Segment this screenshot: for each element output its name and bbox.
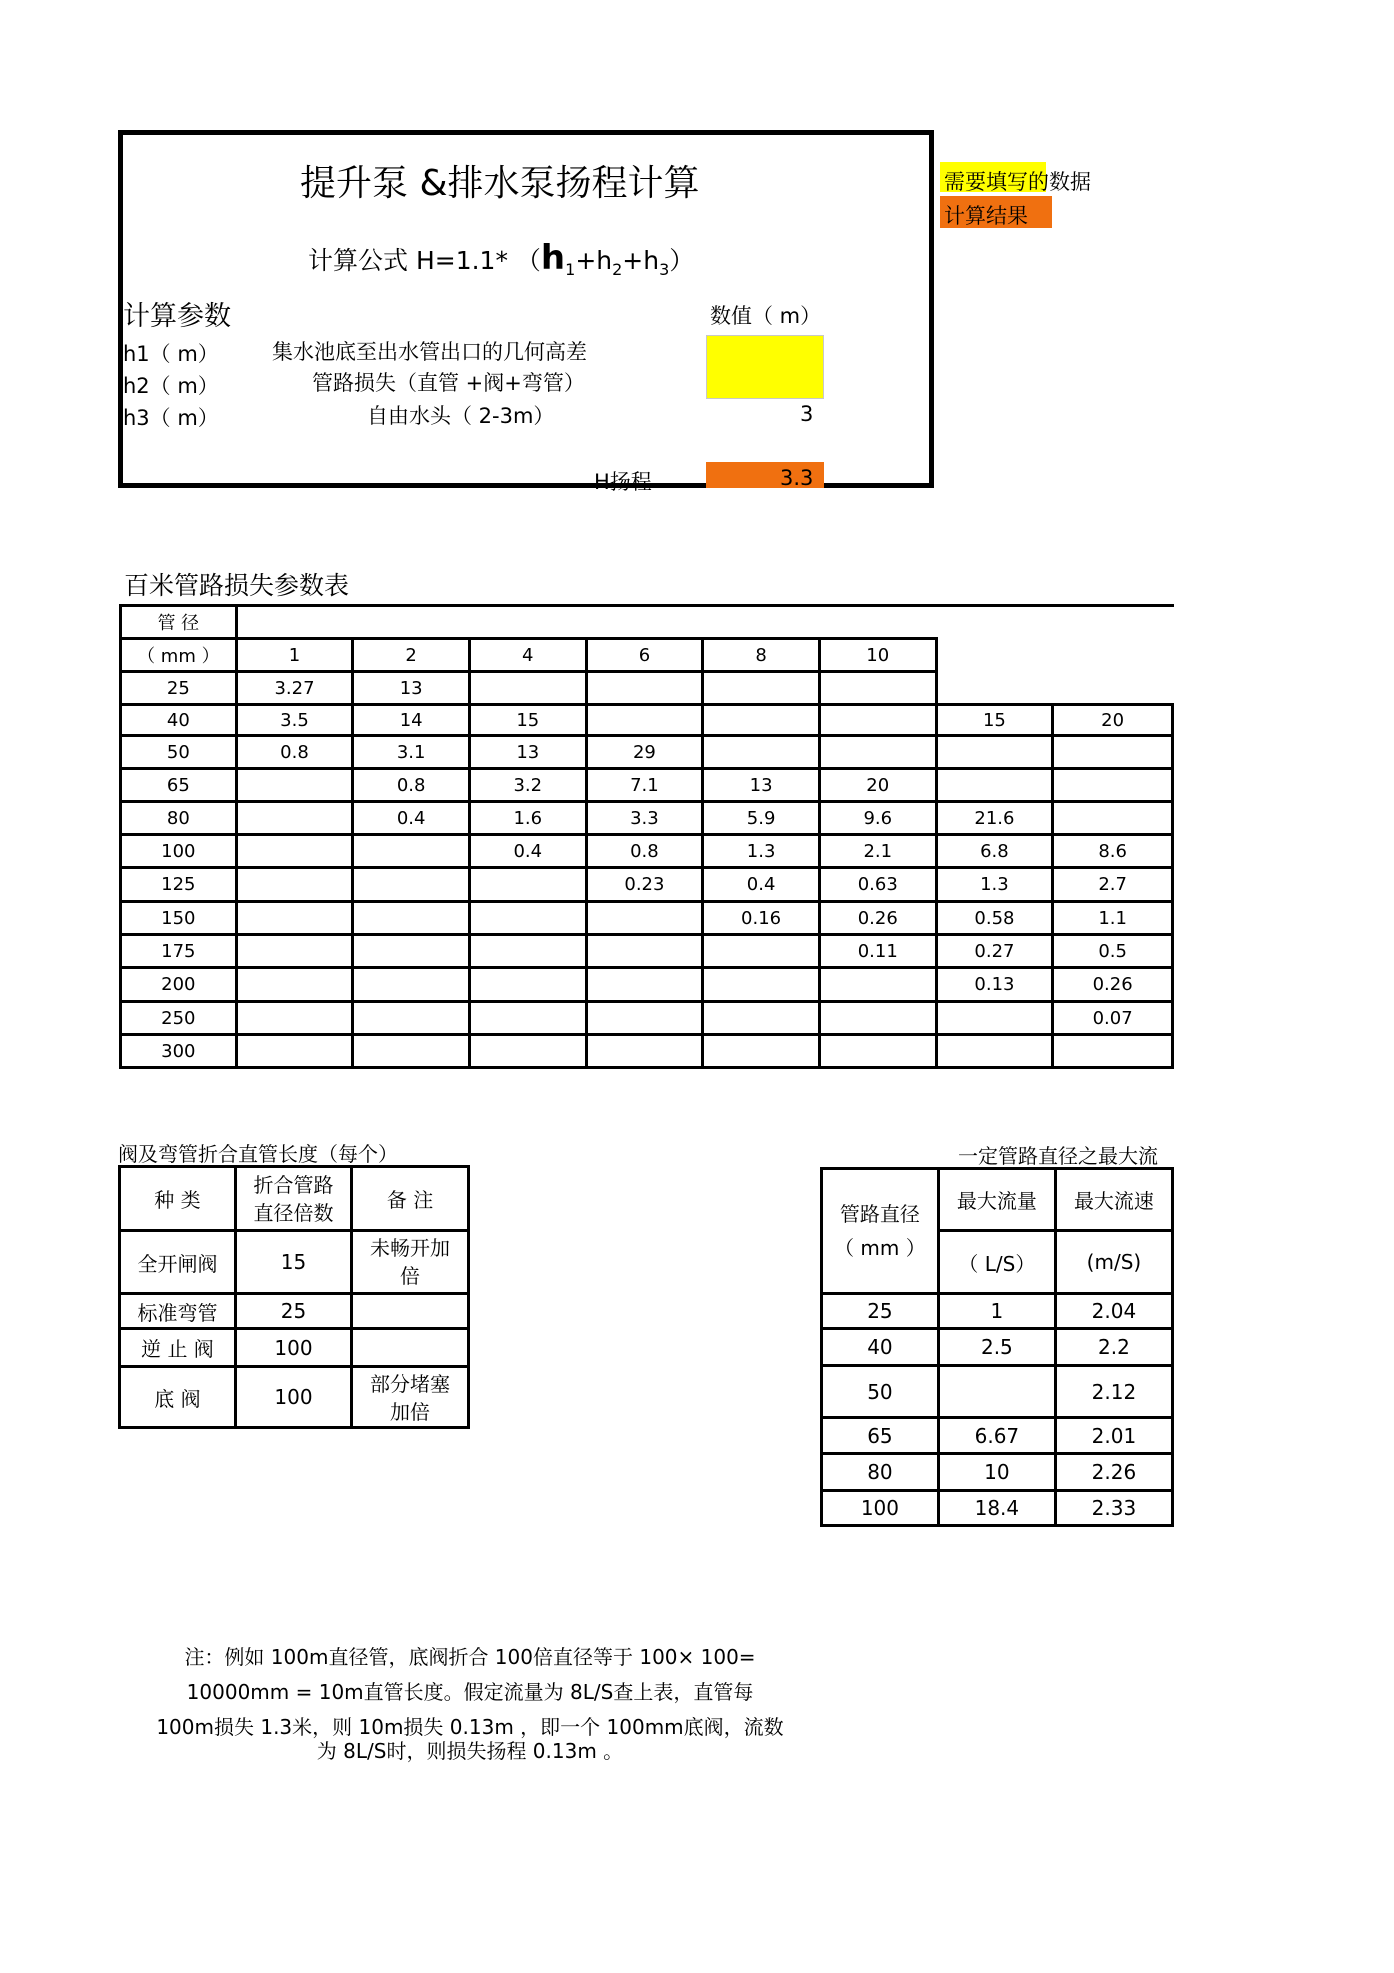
loss-cell — [353, 1002, 470, 1035]
note-line: 10000mm = 10m直管长度。假定流量为 8L/S查上表，直管每 — [186, 1680, 754, 1704]
max-header-flow: 最大流量 — [938, 1169, 1055, 1231]
loss-cell — [353, 968, 470, 1002]
max-cell-d: 65 — [822, 1418, 939, 1454]
loss-cell — [353, 902, 470, 935]
loss-cell: 5.9 — [703, 802, 820, 835]
h3-value[interactable]: 3 — [800, 402, 814, 426]
loss-cell: 0.27 — [936, 935, 1053, 968]
loss-cell — [586, 672, 703, 705]
loss-header-unit: （ mm ） — [121, 639, 237, 672]
loss-cell — [236, 835, 353, 868]
row-diameter: 125 — [121, 868, 237, 902]
table-row — [120, 1329, 469, 1367]
loss-cell: 1.6 — [469, 802, 586, 835]
loss-cell: 0.11 — [819, 935, 936, 968]
max-header-speed: 最大流速 — [1055, 1169, 1172, 1231]
table-row — [120, 1231, 469, 1294]
loss-cell — [819, 968, 936, 1002]
valve-type: 逆 止 阀 — [120, 1329, 236, 1367]
max-cell-speed: 2.2 — [1055, 1329, 1172, 1366]
table-row — [121, 769, 1173, 802]
table-row — [121, 935, 1173, 968]
loss-cell: 1.3 — [936, 868, 1053, 902]
row-diameter: 50 — [121, 736, 237, 769]
max-cell-flow: 6.67 — [938, 1418, 1055, 1454]
max-cell-d: 50 — [822, 1366, 939, 1418]
valve-note — [352, 1294, 469, 1329]
loss-cell — [353, 935, 470, 968]
loss-cell: 0.8 — [236, 736, 353, 769]
loss-table-title: 百米管路损失参数表 — [124, 571, 350, 600]
row-diameter: 200 — [121, 968, 237, 1002]
loss-cell: 3.3 — [586, 802, 703, 835]
loss-cell — [703, 1002, 820, 1035]
valve-mult: 100 — [235, 1329, 351, 1367]
table-row — [121, 672, 1173, 705]
loss-cell — [819, 1035, 936, 1068]
valve-type: 底 阀 — [120, 1367, 236, 1428]
params-heading: 计算参数 — [123, 301, 231, 332]
valve-note — [352, 1329, 469, 1367]
max-cell-speed: 2.01 — [1055, 1418, 1172, 1454]
loss-cell: 0.13 — [936, 968, 1053, 1002]
loss-cell — [703, 705, 820, 736]
max-cell-speed: 2.33 — [1055, 1491, 1172, 1526]
loss-cell — [703, 672, 820, 705]
loss-cell — [586, 935, 703, 968]
loss-cell: 14 — [353, 705, 470, 736]
loss-cell — [586, 1002, 703, 1035]
loss-cell: 20 — [819, 769, 936, 802]
loss-cell — [236, 1035, 353, 1068]
table-row — [121, 868, 1173, 902]
max-header-diameter: 管路直径 （ mm ） — [822, 1169, 939, 1294]
valve-mult: 100 — [235, 1367, 351, 1428]
loss-cell — [1053, 1035, 1173, 1068]
max-table — [820, 1167, 1174, 1527]
flow-col-header: 8 — [703, 639, 820, 672]
note-line: 100m损失 1.3米，则 10m损失 0.13m ，即一个 100mm底阀，流数 — [156, 1715, 784, 1739]
calc-title: 提升泵 &排水泵扬程计算 — [300, 163, 700, 204]
loss-cell — [353, 1035, 470, 1068]
loss-header-diameter: 管 径 — [121, 606, 237, 639]
h1-desc: 集水池底至出水管出口的几何高差 — [272, 340, 587, 364]
max-cell-flow: 10 — [938, 1454, 1055, 1491]
loss-cell — [936, 1002, 1053, 1035]
max-cell-speed: 2.04 — [1055, 1294, 1172, 1329]
flow-col-header: 10 — [819, 639, 936, 672]
loss-cell — [236, 802, 353, 835]
loss-cell: 15 — [469, 705, 586, 736]
loss-cell — [936, 1035, 1053, 1068]
loss-cell — [236, 968, 353, 1002]
loss-cell: 2.7 — [1053, 868, 1173, 902]
result-value: 3.3 — [780, 466, 814, 490]
loss-cell: 1.3 — [703, 835, 820, 868]
table-row — [822, 1491, 1173, 1526]
loss-cell: 0.23 — [586, 868, 703, 902]
valve-header-mult: 折合管路 直径倍数 — [235, 1167, 351, 1231]
valve-type: 标准弯管 — [120, 1294, 236, 1329]
h1-name: h1（ m） — [123, 342, 219, 366]
valve-header-type: 种 类 — [120, 1167, 236, 1231]
max-cell-flow — [938, 1366, 1055, 1418]
max-cell-speed: 2.12 — [1055, 1366, 1172, 1418]
valve-table-title: 阀及弯管折合直管长度（每个） — [118, 1142, 398, 1166]
loss-cell — [1053, 736, 1173, 769]
loss-cell: 6.8 — [936, 835, 1053, 868]
loss-cell: 0.5 — [1053, 935, 1173, 968]
loss-cell: 3.27 — [236, 672, 353, 705]
loss-cell: 8.6 — [1053, 835, 1173, 868]
loss-cell: 9.6 — [819, 802, 936, 835]
max-cell-speed: 2.26 — [1055, 1454, 1172, 1491]
max-cell-flow: 2.5 — [938, 1329, 1055, 1366]
table-row — [121, 902, 1173, 935]
table-row — [822, 1329, 1173, 1366]
loss-cell: 13 — [353, 672, 470, 705]
loss-cell — [469, 968, 586, 1002]
loss-cell: 0.26 — [1053, 968, 1173, 1002]
loss-cell: 29 — [586, 736, 703, 769]
loss-cell: 7.1 — [586, 769, 703, 802]
loss-cell: 2.1 — [819, 835, 936, 868]
loss-cell — [819, 672, 936, 705]
max-header-flow-unit: （ L/S） — [938, 1231, 1055, 1294]
max-cell-d: 40 — [822, 1329, 939, 1366]
max-cell-d: 100 — [822, 1491, 939, 1526]
flow-col-header: 1 — [236, 639, 353, 672]
loss-cell: 13 — [703, 769, 820, 802]
flow-col-header: 6 — [586, 639, 703, 672]
loss-cell: 0.07 — [1053, 1002, 1173, 1035]
valve-mult: 15 — [235, 1231, 351, 1294]
valve-header-note: 备 注 — [352, 1167, 469, 1231]
table-row — [120, 1294, 469, 1329]
loss-cell — [236, 902, 353, 935]
row-diameter: 25 — [121, 672, 237, 705]
loss-cell — [586, 705, 703, 736]
table-row — [822, 1294, 1173, 1329]
loss-cell: 0.4 — [703, 868, 820, 902]
loss-cell — [819, 705, 936, 736]
loss-cell: 0.8 — [353, 769, 470, 802]
loss-cell — [236, 1002, 353, 1035]
valve-type: 全开闸阀 — [120, 1231, 236, 1294]
max-cell-d: 25 — [822, 1294, 939, 1329]
table-row — [120, 1367, 469, 1428]
loss-table — [119, 604, 1174, 1069]
valve-table — [118, 1165, 470, 1429]
table-row — [121, 705, 1173, 736]
loss-cell — [703, 968, 820, 1002]
loss-cell — [353, 868, 470, 902]
valve-mult: 25 — [235, 1294, 351, 1329]
valve-note: 部分堵塞 加倍 — [352, 1367, 469, 1428]
h3-desc: 自由水头（ 2-3m） — [367, 404, 555, 428]
loss-cell: 3.2 — [469, 769, 586, 802]
loss-cell — [469, 1002, 586, 1035]
loss-cell: 1.1 — [1053, 902, 1173, 935]
loss-cell — [469, 902, 586, 935]
loss-cell — [236, 769, 353, 802]
table-row — [121, 802, 1173, 835]
loss-cell: 0.4 — [469, 835, 586, 868]
loss-cell: 3.5 — [236, 705, 353, 736]
flow-col-header: 4 — [469, 639, 586, 672]
table-row — [121, 835, 1173, 868]
loss-cell — [703, 736, 820, 769]
h3-name: h3（ m） — [123, 406, 219, 430]
loss-cell — [1053, 769, 1173, 802]
loss-cell — [236, 868, 353, 902]
loss-cell: 21.6 — [936, 802, 1053, 835]
max-table-title: 一定管路直径之最大流 — [958, 1144, 1158, 1168]
h1-h2-input-cell[interactable] — [706, 335, 824, 399]
row-diameter: 100 — [121, 835, 237, 868]
max-cell-flow: 18.4 — [938, 1491, 1055, 1526]
loss-cell: 20 — [1053, 705, 1173, 736]
row-diameter: 40 — [121, 705, 237, 736]
loss-cell — [236, 935, 353, 968]
max-cell-flow: 1 — [938, 1294, 1055, 1329]
table-row — [121, 968, 1173, 1002]
loss-cell — [586, 1035, 703, 1068]
loss-cell: 0.16 — [703, 902, 820, 935]
row-diameter: 300 — [121, 1035, 237, 1068]
row-diameter: 65 — [121, 769, 237, 802]
loss-cell — [936, 769, 1053, 802]
loss-cell: 0.63 — [819, 868, 936, 902]
row-diameter: 250 — [121, 1002, 237, 1035]
max-header-speed-unit: (m/S) — [1055, 1231, 1172, 1294]
loss-cell — [819, 1002, 936, 1035]
legend-result-label: 计算结果 — [944, 204, 1028, 228]
table-row — [822, 1454, 1173, 1491]
loss-cell — [353, 835, 470, 868]
loss-cell — [469, 935, 586, 968]
loss-cell: 13 — [469, 736, 586, 769]
loss-cell — [1053, 802, 1173, 835]
note-line: 注：例如 100m直径管，底阀折合 100倍直径等于 100× 100= — [184, 1645, 756, 1669]
note-line: 为 8L/S时，则损失扬程 0.13m 。 — [316, 1739, 624, 1763]
h2-name: h2（ m） — [123, 374, 219, 398]
loss-cell: 0.26 — [819, 902, 936, 935]
loss-cell: 15 — [936, 705, 1053, 736]
loss-cell: 0.4 — [353, 802, 470, 835]
table-row — [121, 1035, 1173, 1068]
max-cell-d: 80 — [822, 1454, 939, 1491]
row-diameter: 175 — [121, 935, 237, 968]
result-label: H扬程 — [594, 470, 652, 494]
loss-cell: 3.1 — [353, 736, 470, 769]
calc-formula: 计算公式 H=1.1* $(h_1+h_2+h_3)$ — [308, 238, 695, 279]
loss-cell — [469, 868, 586, 902]
loss-cell — [703, 935, 820, 968]
loss-cell — [586, 968, 703, 1002]
loss-cell — [469, 1035, 586, 1068]
loss-cell — [819, 736, 936, 769]
valve-note: 未畅开加 倍 — [352, 1231, 469, 1294]
loss-cell: 0.8 — [586, 835, 703, 868]
table-row — [121, 736, 1173, 769]
table-row — [121, 1002, 1173, 1035]
loss-cell — [586, 902, 703, 935]
value-heading: 数值（ m） — [710, 304, 822, 328]
example-note — [120, 1640, 820, 1763]
table-row — [822, 1366, 1173, 1418]
loss-cell: 0.58 — [936, 902, 1053, 935]
legend-input-label: 需要填写的数据 — [944, 170, 1091, 194]
loss-cell — [936, 736, 1053, 769]
row-diameter: 80 — [121, 802, 237, 835]
flow-col-header: 2 — [353, 639, 470, 672]
loss-cell — [703, 1035, 820, 1068]
table-row — [822, 1418, 1173, 1454]
row-diameter: 150 — [121, 902, 237, 935]
loss-cell — [469, 672, 586, 705]
h2-desc: 管路损失（直管 +阀+弯管） — [312, 371, 585, 395]
